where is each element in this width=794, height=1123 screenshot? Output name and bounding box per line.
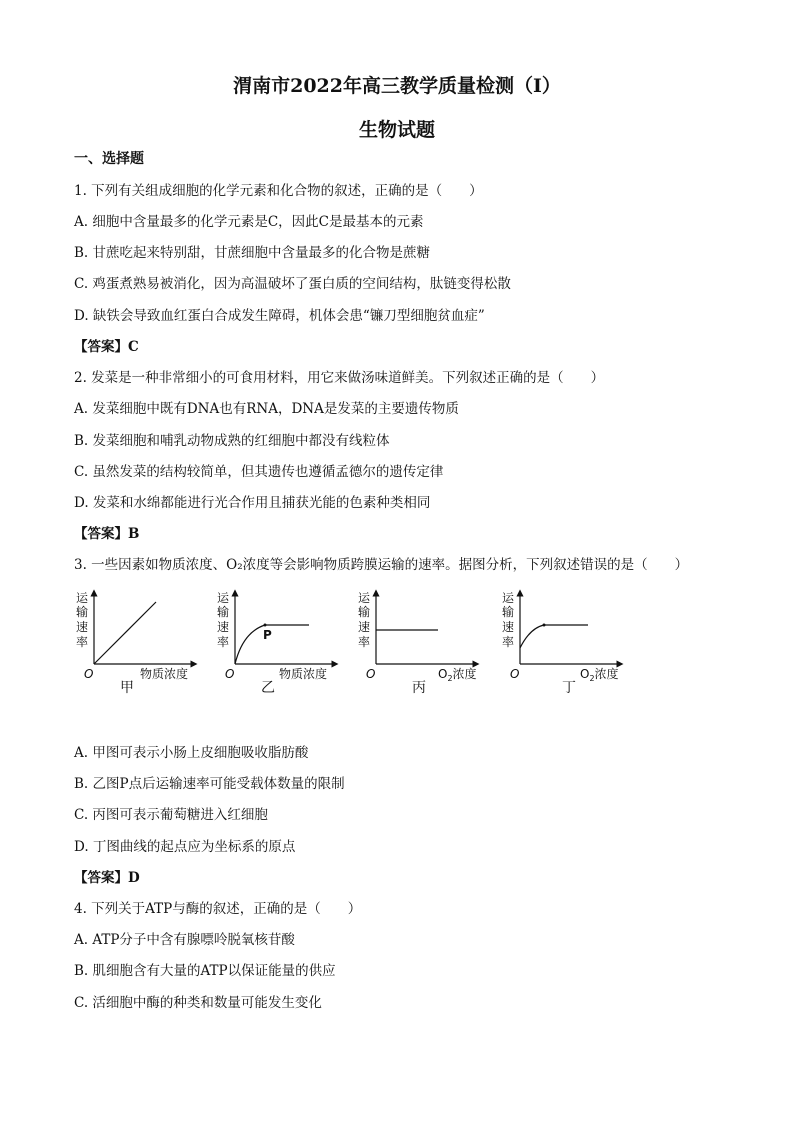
y-label-char: 运 — [358, 591, 371, 605]
origin-label: O — [84, 667, 94, 681]
graph-yi — [213, 588, 376, 698]
x-axis-label: $O_2$浓度 — [438, 667, 477, 683]
question-1-option-b: B. 甘蔗吃起来特别甜，甘蔗细胞中含量最多的化合物是蔗糖 — [74, 245, 431, 261]
question-2-option-b: B. 发菜细胞和哺乳动物成熟的红细胞中都没有线粒体 — [74, 433, 390, 449]
question-2-answer: 【答案】B — [74, 526, 140, 542]
y-label-char: 率 — [76, 635, 89, 649]
y-label-char: 输 — [502, 605, 515, 619]
y-label-char: 运 — [502, 591, 515, 605]
point-p-label: P — [263, 628, 272, 642]
question-3-option-d: D. 丁图曲线的起点应为坐标系的原点 — [74, 839, 296, 855]
graph-caption: 丁 — [562, 680, 576, 696]
origin-label: O — [225, 667, 235, 681]
point-p-marker — [264, 624, 267, 627]
question-3-option-a: A. 甲图可表示小肠上皮细胞吸收脂肪酸 — [74, 745, 309, 761]
page-title: 渭南市2022年高三教学质量检测（I） — [233, 75, 561, 97]
question-3-option-c: C. 丙图可表示葡萄糖进入红细胞 — [74, 807, 268, 823]
question-1-option-d: D. 缺铁会导致血红蛋白合成发生障碍，机体会患“镰刀型细胞贫血症” — [74, 308, 485, 324]
y-label-char: 输 — [217, 605, 230, 619]
question-4-option-c: C. 活细胞中酶的种类和数量可能发生变化 — [74, 995, 322, 1011]
graph-caption: 甲 — [120, 680, 134, 696]
question-1-option-a: A. 细胞中含量最多的化学元素是C，因此C是最基本的元素 — [74, 214, 424, 230]
y-label-char: 率 — [502, 635, 515, 649]
y-label-char: 率 — [358, 635, 371, 649]
y-label-char: 速 — [502, 620, 515, 634]
graph-caption: 丙 — [412, 680, 426, 696]
graph-bing — [354, 588, 514, 698]
page-subtitle: 生物试题 — [358, 119, 435, 141]
y-label-char: 运 — [76, 591, 89, 605]
question-3-stem: 3. 一些因素如物质浓度、O₂浓度等会影响物质跨膜运输的速率。据图分析，下列叙述错误的是（ ） — [74, 557, 689, 573]
question-4-option-a: A. ATP分子中含有腺嘌呤脱氧核苷酸 — [74, 932, 295, 948]
graph-ding — [498, 588, 658, 698]
question-1-answer: 【答案】C — [74, 339, 139, 355]
question-2-option-a: A. 发菜细胞中既有DNA也有RNA，DNA是发菜的主要遗传物质 — [74, 401, 459, 417]
question-1-option-c: C. 鸡蛋煮熟易被消化，因为高温破坏了蛋白质的空间结构，肽链变得松散 — [74, 276, 511, 292]
x-axis-label: $O_2$浓度 — [580, 667, 619, 683]
question-4-option-b: B. 肌细胞含有大量的ATP以保证能量的供应 — [74, 963, 336, 979]
section-heading: 一、选择题 — [74, 151, 144, 167]
graph-caption: 乙 — [261, 680, 275, 696]
y-label-char: 运 — [217, 591, 230, 605]
y-label-char: 速 — [76, 620, 89, 634]
y-label-char: 率 — [217, 635, 230, 649]
y-label-char: 速 — [217, 620, 230, 634]
origin-label: O — [366, 667, 376, 681]
origin-label: O — [510, 667, 520, 681]
x-axis-label: 物质浓度 — [279, 667, 328, 681]
y-label-char: 速 — [358, 620, 371, 634]
question-2-option-d: D. 发菜和水绵都能进行光合作用且捕获光能的色素种类相同 — [74, 495, 431, 511]
question-1-stem: 1. 下列有关组成细胞的化学元素和化合物的叙述，正确的是（ ） — [74, 183, 483, 199]
question-3-answer: 【答案】D — [74, 870, 140, 886]
question-2-option-c: C. 虽然发菜的结构较简单，但其遗传也遵循孟德尔的遗传定律 — [74, 464, 444, 480]
graph-jia — [72, 588, 235, 698]
x-axis-label: 物质浓度 — [140, 667, 189, 681]
curve-saturating — [235, 625, 309, 664]
curve-marker — [543, 624, 546, 627]
curve-offset-saturating — [520, 625, 588, 648]
y-label-char: 输 — [76, 605, 89, 619]
question-3-option-b: B. 乙图P点后运输速率可能受载体数量的限制 — [74, 776, 345, 792]
curve-linear — [94, 602, 156, 664]
y-label-char: 输 — [358, 605, 371, 619]
question-2-stem: 2. 发菜是一种非常细小的可食用材料，用它来做汤味道鲜美。下列叙述正确的是（ ） — [74, 370, 605, 386]
question-4-stem: 4. 下列关于ATP与酶的叙述，正确的是（ ） — [74, 901, 362, 917]
